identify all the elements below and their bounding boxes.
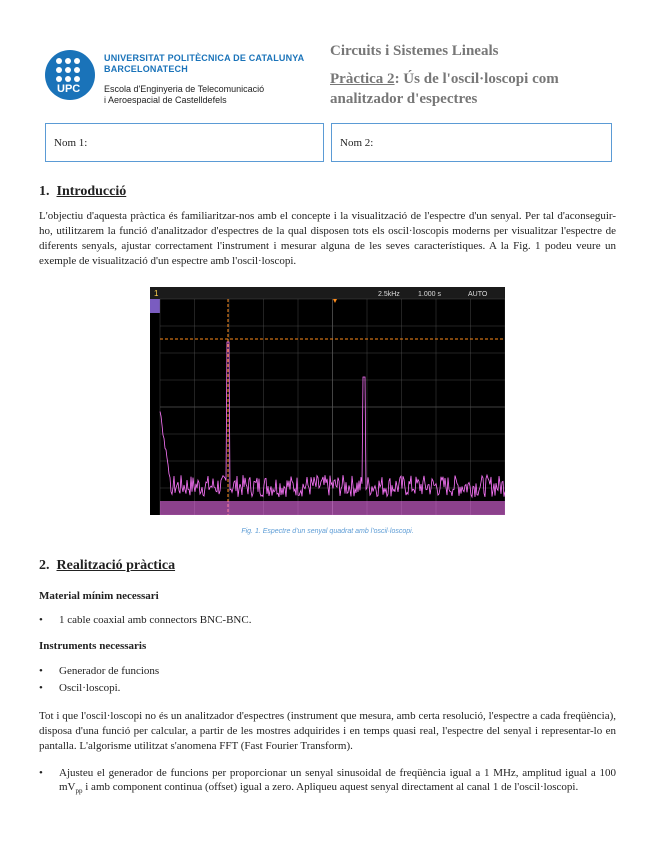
readout-2: 1.000 s [418, 291, 441, 298]
material-heading: Material mínim necessari [39, 590, 159, 602]
course-title: Circuits i Sistemes Lineals [330, 43, 499, 59]
university-name: UNIVERSITAT POLITÈCNICA DE CATALUNYA BARCELONATECH [104, 53, 305, 74]
readout-3: AUTO [468, 291, 488, 298]
readout-1: 2.5kHz [378, 291, 400, 298]
practice-title: Pràctica 2: Ús de l'oscil·loscopi com analitzador d'espectres [330, 71, 559, 107]
instrument-item: • Oscil·loscopi. [39, 682, 121, 694]
instruments-heading: Instruments necessaris [39, 640, 147, 652]
material-item: • 1 cable coaxial amb connectors BNC-BNC. [39, 614, 252, 626]
noise-floor [160, 501, 505, 515]
name-1-field[interactable]: Nom 1: [45, 123, 324, 162]
oscilloscope-screenshot [150, 287, 505, 515]
spectrum-plot [150, 287, 505, 515]
channel-label: 1 [154, 289, 159, 298]
task-item: • Ajusteu el generador de funcions per proporcionar un senyal sinusoidal de freqüència igual a 1 MHz, amplitud igual a 100 $mV_{pp}$ i amb component continua (offset) igual a zero. Apliqueu aquest senyal directament al canal 1 de l'oscil·loscopi. [39, 767, 616, 796]
scope-status-bar [150, 287, 505, 299]
intro-paragraph: L'objectiu d'aquesta pràctica és familiaritzar-nos amb el concepte i la visualització de l'espectre d'un senyal. Per tal d'aconseguir-ho, utilitzarem la funció d'analitzador d'espectres de la qual disposen tots els oscil·loscopis moderns per visualitzar l'espectre de diferents senyals, ajustar correctament l'instrument i mesurar alguna de les seves característiques. A la Fig. 1 podeu veure un exemple de visualització d'un espectre amb l'oscil·loscopi. [39, 210, 616, 267]
school-name: Escola d'Enginyeria de Telecomunicació i Aeroespacial de Castelldefels [104, 84, 265, 105]
section-2-heading: 2. Realització pràctica [39, 558, 176, 573]
trigger-marker [333, 299, 337, 303]
name-2-field[interactable]: Nom 2: [331, 123, 612, 162]
fft-paragraph: Tot i que l'oscil·loscopi no és un analitzador d'espectres (instrument que mesura, amb certa resolució, l'espectre a cada freqüència), disposa d'una funció per calcular, a partir de les mostres adquirides i en temps quasi real, l'espectre del senyal i representar-lo en pantalla. L'algorisme utilitzat s'anomena FFT (Fast Fourier Transform). [39, 710, 616, 752]
instrument-item: • Generador de funcions [39, 665, 160, 677]
section-1-heading: 1. Introducció [39, 184, 127, 199]
noise-band [160, 501, 505, 515]
scope-grid [160, 299, 505, 515]
upc-logo [45, 50, 95, 100]
figure-caption: Fig. 1. Espectre d'un senyal quadrat amb l'oscil·loscopi. [241, 528, 414, 535]
channel-marker [150, 299, 160, 313]
logo-text: UPC [57, 83, 81, 95]
